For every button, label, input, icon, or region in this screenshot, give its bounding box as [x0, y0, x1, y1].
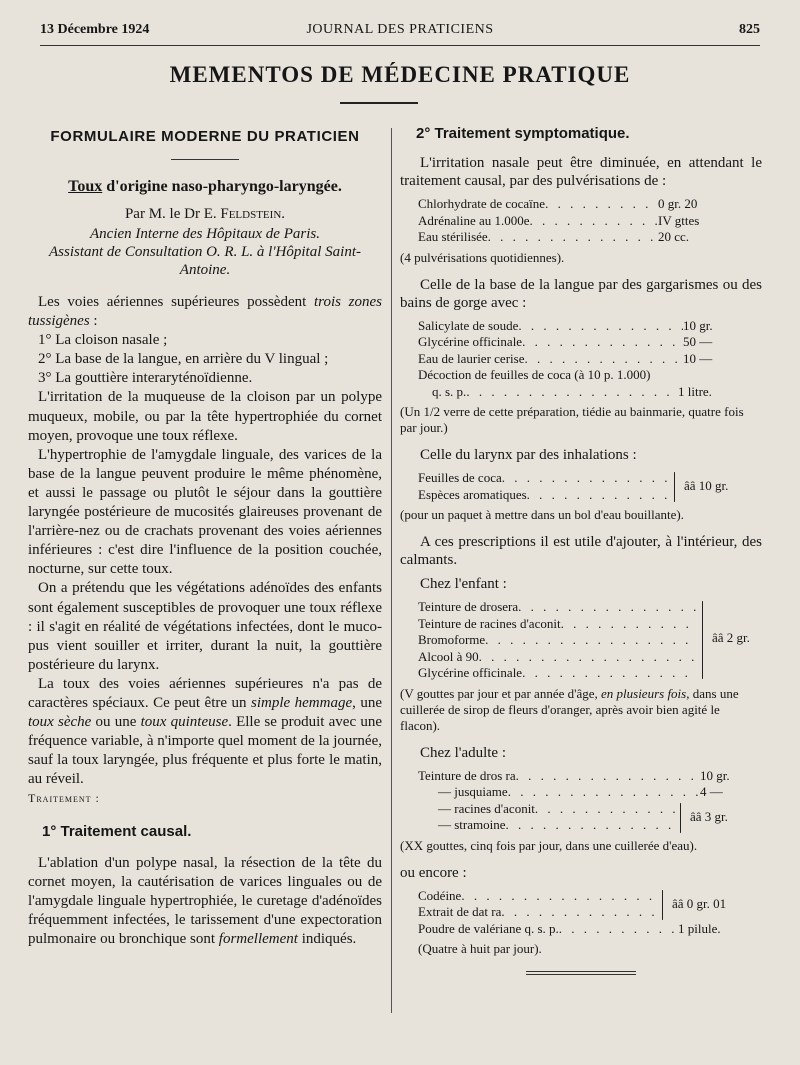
brace: [702, 601, 703, 679]
header-date: 13 Décembre 1924: [40, 22, 150, 37]
brace: [674, 472, 675, 502]
article-title-word: Toux: [68, 178, 103, 195]
article-title-rest: d'origine naso-pharyngo-laryngée.: [106, 178, 342, 195]
formula-row: Teinture de drosera . . .: [418, 599, 698, 616]
affiliation-line-1: Ancien Interne des Hôpitaux de Paris.: [90, 226, 320, 242]
formula-row: Bromoforme . . .: [418, 632, 698, 649]
traitement-heading: Traitement :: [28, 791, 100, 806]
section-title: FORMULAIRE MODERNE DU PRATICIEN: [50, 128, 360, 145]
right-column: [400, 125, 762, 975]
paragraph-calmants: A ces prescriptions il est utile d'ajouter, à l'intérieur, des calmants.: [400, 534, 762, 568]
author-name: Feldstein.: [220, 206, 286, 222]
formula-row: Eau de laurier cerise . . . 10 —: [418, 351, 728, 368]
article-title: [28, 178, 382, 196]
paragraph-caracteres: La toux des voies aériennes supérieures n'a pas de caractères spéciaux. Ce peut être un simple hemmage, une toux sèche ou une toux quinteuse. Elle se produit avec une fréquence variable, à n'importe quel moment de la journée, sauf la toux laryngée, plus fréquente et plus forte le matin, au réveil.: [28, 675, 382, 788]
affiliation-line-2: Assistant de Consultation O. R. L. à l'Hôpital Saint-Antoine.: [49, 244, 361, 278]
encore-heading: ou encore :: [400, 864, 467, 881]
paragraph-cloison: L'irritation de la muqueuse de la cloison par un polype muqueux, mobile, ou par la tête hypertrophiée du cornet moyen, provoque une toux réflexe.: [28, 389, 382, 444]
paragraph-amygdale: L'hypertrophie de l'amygdale linguale, des varices de la base de la langue peuvent produire le même phénomène, et aussi le passage ou plutôt le séjour dans la gouttière laryngée postérieure de mucosités glaireuses provenant de l'arrière-nez ou de crachats provenant des voies aériennes inférieures : c'est dire l'influence de la position couchée, nocturne, sur cette toux.: [28, 446, 382, 578]
formula-row: Glycérine officinale . . .: [418, 665, 698, 682]
paragraph-causal: L'ablation d'un polype nasal, la résection de la tête du cornet moyen, la cautérisation de varices linguales ou de l'amygdale linguale hypertrophiée, le curetage d'adénoïdes fréquemment infectées, le tarissement d'une expectoration pulmonaire ou bronchique sont formellement indiqués.: [28, 854, 382, 947]
author-prefix: Par M. le Dr E.: [124, 206, 217, 222]
formula-row: — racines d'aconit . . .: [418, 801, 676, 818]
formula-row: Eau stérilisée . . . 20 cc.: [418, 229, 728, 246]
formula-note: (4 pulvérisations quotidiennes).: [400, 249, 565, 265]
title-rule: [340, 102, 418, 104]
subsection-causal: 1° Traitement causal.: [42, 822, 192, 840]
brace: [662, 890, 663, 920]
enfant-heading: Chez l'enfant :: [420, 576, 507, 592]
section-rule: [171, 159, 239, 160]
left-column: [28, 125, 382, 949]
paragraph-vegetations: On a prétendu que les végétations adénoïdes des enfants sont également susceptibles de provoquer une toux réflexe : il s'agit en réalité de végétations infectées, dont le muco-pus vient souiller et irriter, durant la nuit, la gouttière postérieure du larynx.: [28, 580, 382, 673]
formula-note: (pour un paquet à mettre dans un bol d'eau bouillante).: [400, 507, 684, 522]
paragraph-larynx: Celle du larynx par des inhalations :: [420, 447, 637, 463]
page-title: MEMENTOS DE MÉDECINE PRATIQUE: [169, 62, 631, 87]
formula-row: Codéine . . .: [418, 888, 658, 905]
paragraph-langue: Celle de la base de la langue par des gargarismes ou des bains de gorge avec :: [400, 276, 762, 311]
author-line: [28, 206, 382, 223]
column-divider: [391, 128, 392, 1013]
formula-note: (Un 1/2 verre de cette préparation, tiédie au bainmarie, quatre fois par jour.): [400, 404, 744, 435]
brace: [680, 803, 681, 833]
header-rule: [40, 45, 760, 46]
formula-row: Alcool à 90 . . .: [418, 649, 698, 666]
formula-row: Poudre de valériane q. s. p. . . . 1 pilule.: [418, 921, 748, 938]
formula-row: Teinture de racines d'aconit . . .: [418, 616, 698, 633]
formula-gargarisme: [418, 318, 728, 401]
group-dose: ââ 0 gr. 01: [672, 895, 727, 911]
formula-row: Teinture de dros ra . . . 10 gr.: [418, 768, 748, 785]
paragraph-nasal: L'irritation nasale peut être diminuée, en attendant le traitement causal, par des pulvérisations de :: [400, 155, 762, 189]
zone-2: 2° La base de la langue, en arrière du V lingual ;: [38, 351, 329, 368]
running-header: [40, 22, 760, 42]
formula-row: — jusquiame . . . 4 —: [418, 784, 748, 801]
subsection-symptomatique: 2° Traitement symptomatique.: [416, 125, 630, 142]
formula-row: Espèces aromatiques . . .: [418, 487, 668, 504]
formula-row: Chlorhydrate de cocaïne . . . 0 gr. 20: [418, 196, 728, 213]
adulte-heading: Chez l'adulte :: [420, 744, 507, 761]
affiliation: [28, 225, 382, 279]
formula-row: Décoction de feuilles de coca (à 10 p. 1.000): [418, 367, 651, 382]
journal-title: JOURNAL DES PRATICIENS: [306, 22, 494, 37]
end-rule: [526, 971, 636, 975]
formula-encore: [418, 888, 748, 938]
formula-adulte: [418, 768, 748, 834]
formula-note: (XX gouttes, cinq fois par jour, dans une cuillerée d'eau).: [400, 837, 698, 853]
page-number: 825: [739, 22, 760, 37]
formula-row: — stramoine . . .: [418, 817, 676, 834]
formula-row: Extrait de dat ra . . .: [418, 904, 658, 921]
formula-row: q. s. p. . . . 1 litre.: [418, 384, 728, 401]
formula-note: (Quatre à huit par jour).: [418, 941, 542, 956]
formula-row: Glycérine officinale . . . 50 —: [418, 334, 728, 351]
formula-row: Salicylate de soude . . . 10 gr.: [418, 318, 728, 335]
group-dose: ââ 10 gr.: [684, 478, 729, 493]
paragraph-intro: Les voies aériennes supérieures possèdent trois zones tussigènes :: [28, 294, 382, 330]
formula-nasal: [418, 196, 728, 246]
formula-inhalation: [418, 470, 748, 503]
formula-row: Feuilles de coca . . .: [418, 470, 668, 487]
zone-1: 1° La cloison nasale ;: [38, 332, 168, 349]
formula-row: Adrénaline au 1.000e . . . IV gttes: [418, 213, 728, 230]
group-dose: ââ 3 gr.: [690, 808, 728, 824]
formula-note: (V gouttes par jour et par année d'âge, en plusieurs fois, dans une cuillerée de sirop de fleurs d'oranger, après avoir bien agité le flacon).: [400, 685, 739, 733]
formula-enfant: [418, 599, 758, 682]
zone-3: 3° La gouttière interaryténoïdienne.: [38, 370, 253, 387]
group-dose: ââ 2 gr.: [712, 630, 750, 645]
